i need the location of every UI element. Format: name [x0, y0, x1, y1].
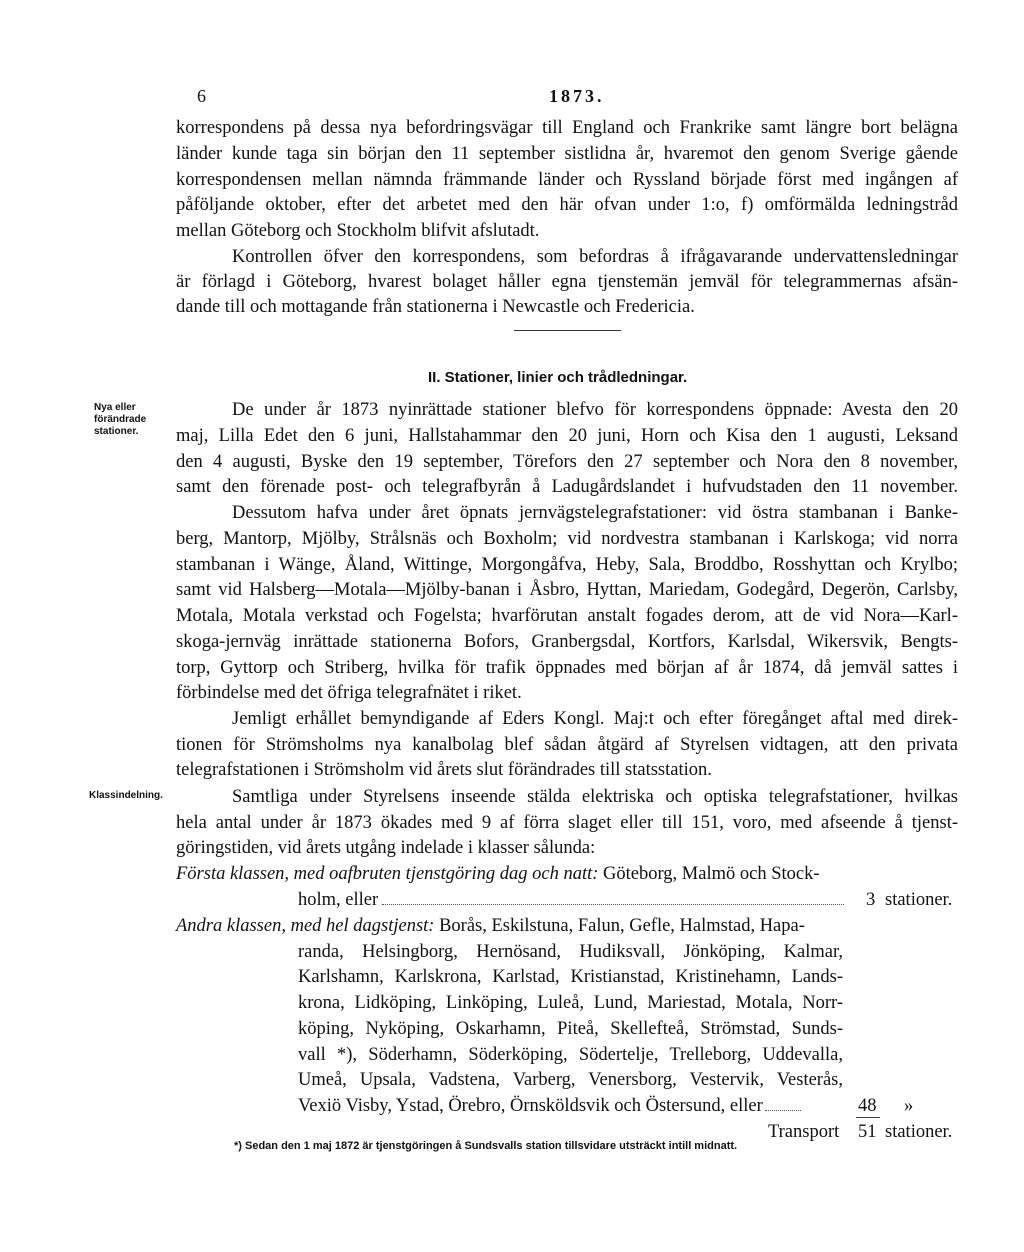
text-line: samt den förenade post- och telegrafbyrån å Ladugårdslandet i hufvudstaden den 11 november.: [176, 477, 958, 497]
sum-rule: [856, 1117, 880, 1118]
text-line: länder kunde taga sin början den 11 september sistlidna år, hvaremot den genom Sverige gående: [176, 144, 958, 164]
transport-count: 51: [858, 1122, 877, 1142]
text-line: köping, Nyköping, Oskarhamn, Piteå, Skellefteå, Strömstad, Sunds-: [298, 1019, 843, 1039]
text-line: Samtliga under Styrelsens inseende stälda elektriska och optiska telegrafstationer, hvilkas: [232, 787, 958, 807]
text-line: berg, Mantorp, Mjölby, Strålsnäs och Boxholm; vid nordvestra stambanan i Karlskoga; vid norra: [176, 529, 958, 549]
text-line: krona, Lidköping, Linköping, Luleå, Lund, Mariestad, Motala, Norr-: [298, 993, 843, 1013]
text-line: telegrafstationen i Strömsholm vid årets slut förändrades till statsstation.: [176, 760, 712, 780]
section-divider: [514, 330, 621, 331]
text-line: påföljande oktober, efter det arbetet med den här ofvan under 1:o, f) omförmälda ledningstråd: [176, 195, 958, 215]
text-line: Kontrollen öfver den korrespondens, som befordras å ifrågavarande undervattensledningar: [232, 247, 958, 267]
class-second-count: 48: [858, 1096, 877, 1116]
text-line: dande till och mottagande från stationerna i Newcastle och Fredericia.: [176, 297, 695, 317]
class-second-line: [176, 914, 805, 938]
text-line: förbindelse med det öfriga telegrafnätet i riket.: [176, 683, 522, 703]
text-line: hela antal under år 1873 ökades med 9 af förra slaget eller till 151, voro, med afseende å tjenst-: [176, 813, 958, 833]
text-line: korrespondensen mellan nämnda främmande länder och Ryssland började först med ingången af: [176, 170, 958, 190]
text-line: den 4 augusti, Byske den 19 september, Törefors den 27 september och Nora den 8 november,: [176, 452, 958, 472]
text-line: De under år 1873 nyinrättade stationer blefvo för korrespondens öppnade: Avesta den 20: [232, 400, 958, 420]
page-number: 6: [197, 86, 206, 106]
text-line: maj, Lilla Edet den 6 juni, Hallstahammar den 20 juni, Horn och Kisa den 1 augusti, Leksand: [176, 426, 958, 446]
text-line: Jemligt erhållet bemyndigande af Eders Kongl. Maj:t och efter föregånget aftal med direk-: [232, 709, 958, 729]
class-first-label: Första klassen, med oafbruten tjenstgöring dag och natt:: [176, 864, 599, 884]
page-year: 1873.: [549, 86, 605, 106]
footnote: *) Sedan den 1 maj 1872 är tjenstgöringen å Sundsvalls station tillsvidare utsträckt intill midnatt.: [234, 1140, 738, 1152]
class-second-last: [298, 1094, 801, 1118]
margin-note-line: Nya eller: [94, 402, 136, 413]
text-line: är förlagd i Göteborg, hvarest bolaget håller egna tjenstemän jemväl för telegrammernas afsän-: [176, 272, 958, 292]
class-second-stations: Borås, Eskilstuna, Falun, Gefle, Halmstad, Hapa-: [439, 916, 805, 936]
dotted-leader: [765, 1110, 801, 1111]
transport-unit: stationer.: [885, 1122, 953, 1142]
class-second-last-text: Vexiö Visby, Ystad, Örebro, Örnsköldsvik och Östersund, eller: [298, 1096, 763, 1116]
class-first-unit: stationer.: [885, 890, 953, 910]
margin-note-line: stationer.: [94, 426, 139, 437]
dotted-leader: [382, 904, 844, 905]
text-line: Karlshamn, Karlskrona, Karlstad, Kristianstad, Kristinehamn, Lands-: [298, 967, 843, 987]
margin-note-new-stations: [94, 402, 146, 438]
text-line: Motala, Motala verkstad och Fogelsta; hvarförutan anstalt fogades derom, att de vid Nora—Karl-: [176, 606, 958, 626]
text-line: Umeå, Upsala, Vadstena, Varberg, Venersborg, Vestervik, Vesterås,: [298, 1070, 843, 1090]
text-line: mellan Göteborg och Stockholm blifvit afslutadt.: [176, 221, 540, 241]
class-first-cont-text: holm, eller: [298, 890, 379, 910]
text-line: skoga-jernväg inrättade stationerna Bofors, Granbergsdal, Kortfors, Karlsdal, Wikersvik, Bengts-: [176, 632, 958, 652]
class-first-stations: Göteborg, Malmö och Stock-: [603, 864, 820, 884]
class-first-count: 3: [866, 890, 876, 910]
class-first-line: [176, 862, 820, 886]
class-second-unit: »: [904, 1096, 914, 1116]
text-line: stambanan i Wänge, Åland, Wittinge, Morgongåfva, Heby, Sala, Broddbo, Rosshyttan och Krylbo;: [176, 555, 958, 575]
text-line: vall *), Söderhamn, Söderköping, Södertelje, Trelleborg, Uddevalla,: [298, 1045, 843, 1065]
text-line: korrespondens på dessa nya befordringsvägar till England och Frankrike samt längre bort belägna: [176, 118, 958, 138]
class-first-cont: [298, 888, 844, 912]
text-line: samt vid Halsberg—Motala—Mjölby-banan i Åsbro, Hyttan, Mariedam, Godegård, Degerön, Carlsby,: [176, 580, 958, 600]
text-line: randa, Helsingborg, Hernösand, Hudiksvall, Jönköping, Kalmar,: [298, 942, 843, 962]
margin-note-line: förändrade: [94, 414, 147, 425]
margin-note-classification: Klassindelning.: [89, 790, 163, 801]
section-heading: II. Stationer, linier och trådledningar.: [428, 369, 688, 386]
transport-label: Transport: [768, 1122, 840, 1142]
text-line: tionen för Strömsholms nya kanalbolag blef sådan åtgärd af Styrelsen vidtagen, att den privata: [176, 735, 958, 755]
text-line: torp, Gyttorp och Striberg, hvilka för trafik öppnades med början af år 1874, då jemväl sattes i: [176, 658, 958, 678]
text-line: göringstiden, vid årets utgång indelade i klasser sålunda:: [176, 838, 596, 858]
text-line: Dessutom hafva under året öpnats jernvägstelegrafstationer: vid östra stambanan i Banke-: [232, 503, 958, 523]
class-second-label: Andra klassen, med hel dagstjenst:: [176, 916, 435, 936]
